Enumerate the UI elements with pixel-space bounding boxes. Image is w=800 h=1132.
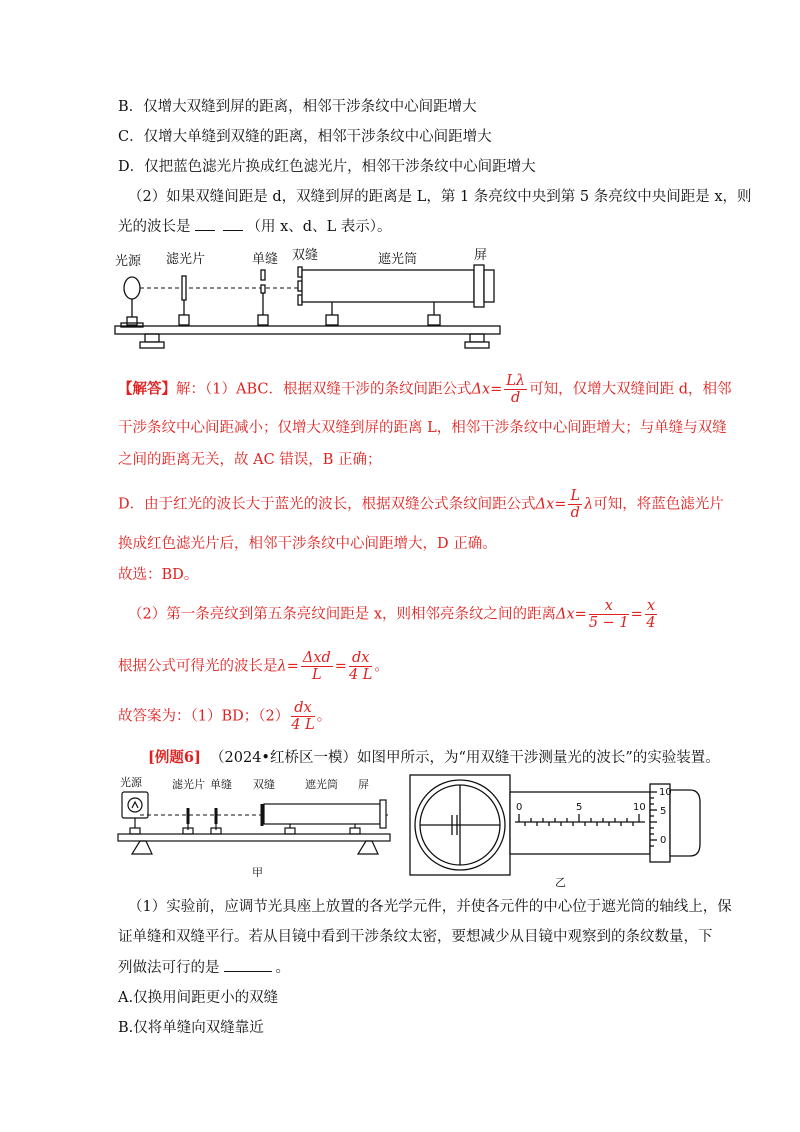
single-slit-element (261, 270, 265, 280)
answer-text: （2）第一条亮纹到第五条亮纹间距是 x，则相邻亮条纹之间的距离 (128, 606, 557, 623)
micrometer-figure-b (405, 770, 705, 890)
light-source-box (122, 792, 148, 818)
q-ex-prefix: 列做法可行的是 (118, 960, 220, 976)
example-text: （2024•红桥区一模）如图甲所示，为“用双缝干涉测量光的波长”的实验装置。 (210, 750, 720, 766)
formula-fraction: $\frac{x}{5 - 1}$ (588, 598, 629, 631)
answer-text: D．由于红光的波长大于蓝光的波长，根据双缝公式条纹间距公式 (118, 496, 536, 513)
main-tick-label-10: 10 (633, 802, 646, 813)
answer-line-7: （2）第一条亮纹到第五条亮纹间距是 x，则相邻亮条纹之间的距离Δx= $\frac{x}{5 - 1}$ = $\frac{x}{4}$ (128, 598, 656, 631)
screen-element (474, 265, 484, 307)
fig1-label-tube: 遮光筒 (378, 252, 418, 267)
answer-line-8: 根据公式可得光的波长是λ= $\frac{\text{Δxd}}{L}$ = $\frac{dx}{4 L}$ 。 (118, 650, 389, 683)
answer-line-2: 干涉条纹中心间距减小；仅增大双缝到屏的距离 L，相邻干涉条纹中心间距增大；与单缝与双缝 (118, 420, 727, 436)
bench-foot-left (145, 334, 159, 342)
light-bulb (124, 277, 140, 299)
answer-line-4: D．由于红光的波长大于蓝光的波长，根据双缝公式条纹间距公式Δx= $\frac{L}{d}$ λ可知，将蓝色滤光片 (118, 488, 724, 521)
example-q1-line2: 证单缝和双缝平行。若从目镜中看到干涉条纹太密，要想减少从目镜中观察到的条纹数量，下 (118, 929, 713, 945)
question-2-line2 (118, 217, 392, 237)
answer-blank (224, 971, 272, 972)
main-tick-label-0: 0 (516, 802, 523, 813)
filter-element (182, 276, 186, 300)
fig2-caption-a: 甲 (252, 866, 263, 879)
screen-element (380, 800, 386, 828)
micrometer-knob (670, 790, 700, 856)
bench-foot-right (470, 334, 484, 342)
fig2-label-double-slit: 双缝 (253, 778, 275, 791)
bench-plate (115, 326, 500, 334)
answer-line-3: 之间的距离无关，故 AC 错误，B 正确； (118, 452, 382, 468)
example-q1-line3 (118, 958, 290, 978)
example-q1-line1: （1）实验前，应调节光具座上放置的各光学元件，并使各元件的中心位于遮光筒的轴线上，保 (128, 899, 732, 915)
answer-line-6: 故选：BD。 (118, 567, 199, 583)
formula-lambda: λ (277, 658, 287, 675)
fig1-label-screen: 屏 (474, 248, 488, 263)
fig1-label-single-slit: 单缝 (252, 252, 279, 267)
optical-bench-figure (110, 243, 510, 358)
answer-tag: 【解答】 (118, 380, 176, 398)
drum-tick-label-10: 10 (659, 787, 672, 798)
option-c: C．仅增大单缝到双缝的距离，相邻干涉条纹中心间距增大 (118, 129, 492, 145)
answer-line-1: 【解答】解：（1）ABC．根据双缝干涉的条纹间距公式Δx= $\frac{L\lambda}{d}$ 可知，仅增大双缝间距 d，相邻 (118, 373, 732, 406)
option-b: B．仅增大双缝到屏的距离，相邻干涉条纹中心间距增大 (118, 99, 477, 115)
answer-text: 可知，仅增大双缝间距 d，相邻 (529, 381, 732, 398)
formula-delta-x: Δx (471, 381, 491, 398)
answer-text: 可知，将蓝色滤光片 (593, 496, 724, 513)
example-option-a: A.仅换用间距更小的双缝 (118, 990, 279, 1006)
answer-text: 。 (374, 658, 389, 675)
fig2-label-single-slit: 单缝 (210, 778, 232, 791)
bench-foot-left-base (140, 342, 164, 348)
fig2-label-tube: 遮光筒 (305, 778, 338, 791)
example-option-b: B.仅将单缝向双缝靠近 (118, 1020, 264, 1036)
answer-blank-2 (223, 230, 243, 231)
option-d: D．仅把蓝色滤光片换成红色滤光片，相邻干涉条纹中心间距增大 (118, 159, 536, 175)
example-heading (148, 748, 720, 768)
question-2-line1: （2）如果双缝间距是 d，双缝到屏的距离是 L，第 1 条亮纹中央到第 5 条亮纹中央间距是 x，则 (128, 189, 752, 205)
formula-fraction: $\frac{x}{4}$ (646, 598, 656, 631)
formula-fraction: $\frac{L\lambda}{d}$ (506, 373, 526, 406)
formula-fraction: $\frac{dx}{4 L}$ (348, 650, 373, 683)
fig2-label-light-source: 光源 (120, 776, 142, 789)
example-tag: [例题6] (148, 749, 201, 766)
light-shield-tube (302, 270, 474, 302)
drum-tick-label-0: 0 (660, 835, 667, 846)
light-shield-tube (264, 804, 380, 824)
bench-foot-right-base (465, 342, 489, 348)
answer-blank-1 (195, 230, 215, 231)
q2-suffix: （用 x、d、L 表示）。 (246, 219, 392, 235)
main-tick-label-5: 5 (576, 802, 583, 813)
formula-delta-x: Δx (535, 496, 555, 513)
apparatus-figure-a (110, 772, 400, 884)
drum-tick-label-5: 5 (660, 806, 667, 817)
fig1-label-light-source: 光源 (115, 254, 142, 269)
answer-text: 故答案为：（1）BD；（2） (118, 708, 290, 725)
answer-text: 根据公式可得光的波长是 (118, 658, 278, 675)
formula-fraction: $\frac{\text{Δxd}}{L}$ (302, 650, 331, 683)
answer-line-5: 换成红色滤光片后，相邻干涉条纹中心间距增大，D 正确。 (118, 536, 497, 552)
bench-plate (118, 834, 390, 841)
fig2-caption-b: 乙 (555, 876, 566, 889)
fig2-label-screen: 屏 (358, 778, 369, 791)
fig1-label-filter: 滤光片 (166, 252, 206, 267)
answer-text: 解：（1）ABC．根据双缝干涉的条纹间距公式 (176, 381, 472, 398)
q2-prefix: 光的波长是 (118, 219, 191, 235)
formula-lambda: λ (584, 496, 594, 513)
answer-line-9 (118, 700, 331, 733)
fig2-label-filter: 滤光片 (172, 778, 205, 791)
formula-fraction: $\frac{dx}{4 L}$ (291, 700, 315, 733)
q-ex-suffix: 。 (275, 960, 290, 976)
fig1-label-double-slit: 双缝 (292, 248, 319, 263)
formula-fraction: $\frac{L}{d}$ (570, 488, 581, 521)
formula-delta-x: Δx (556, 606, 575, 623)
answer-text: 。 (316, 708, 332, 725)
